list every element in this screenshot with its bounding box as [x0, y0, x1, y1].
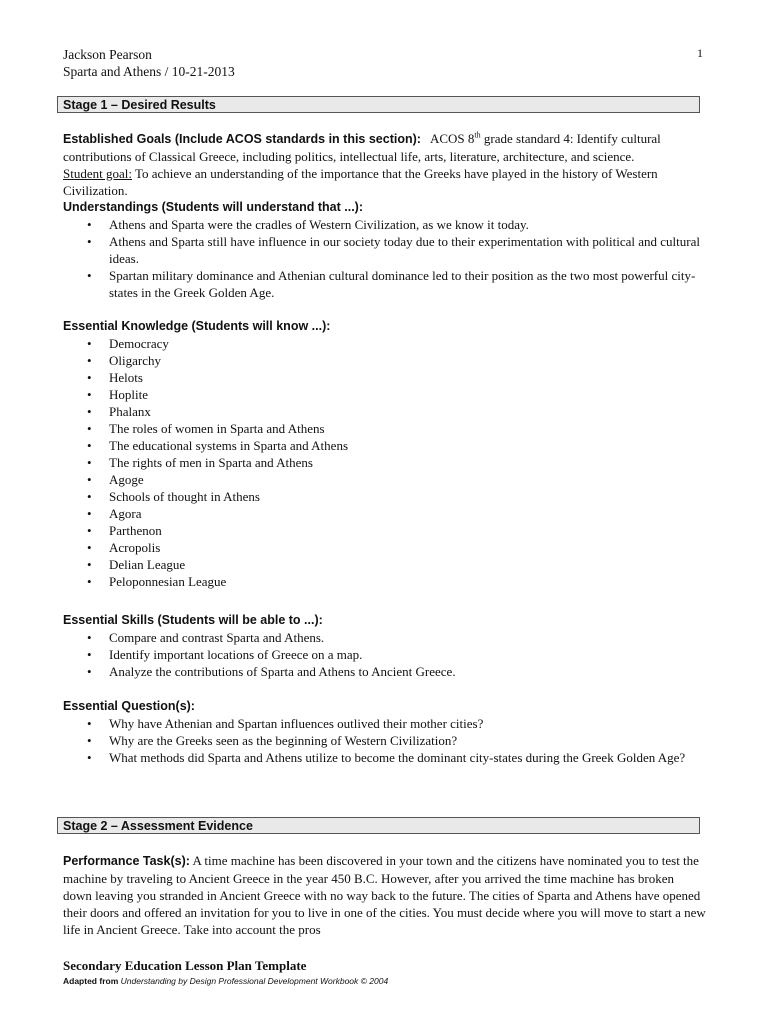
stage1-heading: Stage 1 – Desired Results [57, 96, 700, 113]
list-item: • Spartan military dominance and Athenian cultural dominance led to their position as the two most powerful city-states in the Greek Golden Age. [109, 267, 706, 301]
list-item: • Acropolis [109, 539, 706, 556]
list-item: • Oligarchy [109, 352, 706, 369]
questions-label: Essential Question(s): [63, 699, 195, 713]
list-item: • Hoplite [109, 386, 706, 403]
adapted-source: Understanding by Design Professional Development Workbook © 2004 [120, 976, 389, 986]
knowledge-list [63, 335, 706, 590]
list-item: • Peloponnesian League [109, 573, 706, 590]
skills-label: Essential Skills (Students will be able to ...): [63, 613, 323, 627]
list-item: • What methods did Sparta and Athens utilize to become the dominant city-states during the Greek Golden Age? [109, 749, 706, 766]
list-item: • Helots [109, 369, 706, 386]
footer-adapted [63, 976, 388, 986]
goals-label: Established Goals (Include ACOS standards in this section): [63, 132, 421, 146]
skills-list [63, 629, 706, 680]
list-item: • Athens and Sparta still have influence in our society today due to their experimentation with political and cultural ideas. [109, 233, 706, 267]
questions-section [63, 698, 706, 766]
list-item: • Parthenon [109, 522, 706, 539]
stage2-heading: Stage 2 – Assessment Evidence [57, 817, 700, 834]
list-item: • Phalanx [109, 403, 706, 420]
list-item: • The roles of women in Sparta and Athens [109, 420, 706, 437]
list-item: • Why have Athenian and Spartan influences outlived their mother cities? [109, 715, 706, 732]
established-goals [63, 130, 706, 165]
list-item: • Identify important locations of Greece on a map. [109, 646, 706, 663]
knowledge-section [63, 318, 706, 590]
questions-list [63, 715, 706, 766]
list-item: • Analyze the contributions of Sparta and Athens to Ancient Greece. [109, 663, 706, 680]
lesson-subtitle: Sparta and Athens / 10-21-2013 [63, 64, 235, 79]
adapted-label: Adapted from [63, 976, 121, 986]
performance-task [63, 852, 706, 938]
footer-title: Secondary Education Lesson Plan Template [63, 958, 307, 973]
task-text: A time machine has been discovered in your town and the citizens have nominated you to test the machine by traveling to Ancient Greece in the year 450 B.C. However, after you arrived the time machine has broken down leaving you stranded in Ancient Greece with no way back to the future. The cities of Sparta and Athens have opened their doors and offered an invitation for you to live in one of the cities. You must decide where you will move to start a new life in Ancient Greece. Take into account the pros [63, 853, 706, 937]
list-item: • Delian League [109, 556, 706, 573]
skills-section [63, 612, 706, 680]
goals-text-b: grade standard 4: Identify cultural contributions of Classical Greece, including politics, intellectual life, arts, literature, architecture, and science. [63, 131, 661, 164]
stage1-content [63, 130, 706, 301]
goals-text-a: ACOS 8 [429, 131, 475, 146]
understandings-label: Understandings (Students will understand that ...): [63, 200, 364, 214]
list-item: • The educational systems in Sparta and Athens [109, 437, 706, 454]
list-item: • Athens and Sparta were the cradles of Western Civilization, as we know it today. [109, 216, 706, 233]
understandings-list [63, 216, 706, 301]
student-goal [63, 165, 706, 199]
list-item: • Agoge [109, 471, 706, 488]
list-item: • Why are the Greeks seen as the beginning of Western Civilization? [109, 732, 706, 749]
list-item: • Compare and contrast Sparta and Athens. [109, 629, 706, 646]
list-item: • Democracy [109, 335, 706, 352]
list-item: • Schools of thought in Athens [109, 488, 706, 505]
goals-sup: th [474, 130, 481, 140]
page-number: 1 [697, 46, 703, 60]
list-item: • The rights of men in Sparta and Athens [109, 454, 706, 471]
task-label: Performance Task(s): [63, 854, 190, 868]
knowledge-label: Essential Knowledge (Students will know ...): [63, 319, 331, 333]
author-name: Jackson Pearson [63, 47, 152, 62]
list-item: • Agora [109, 505, 706, 522]
student-goal-label: Student goal: [63, 166, 132, 181]
document-header [63, 46, 235, 80]
student-goal-text: To achieve an understanding of the importance that the Greeks have played in the history of Western Civilization. [63, 166, 658, 198]
